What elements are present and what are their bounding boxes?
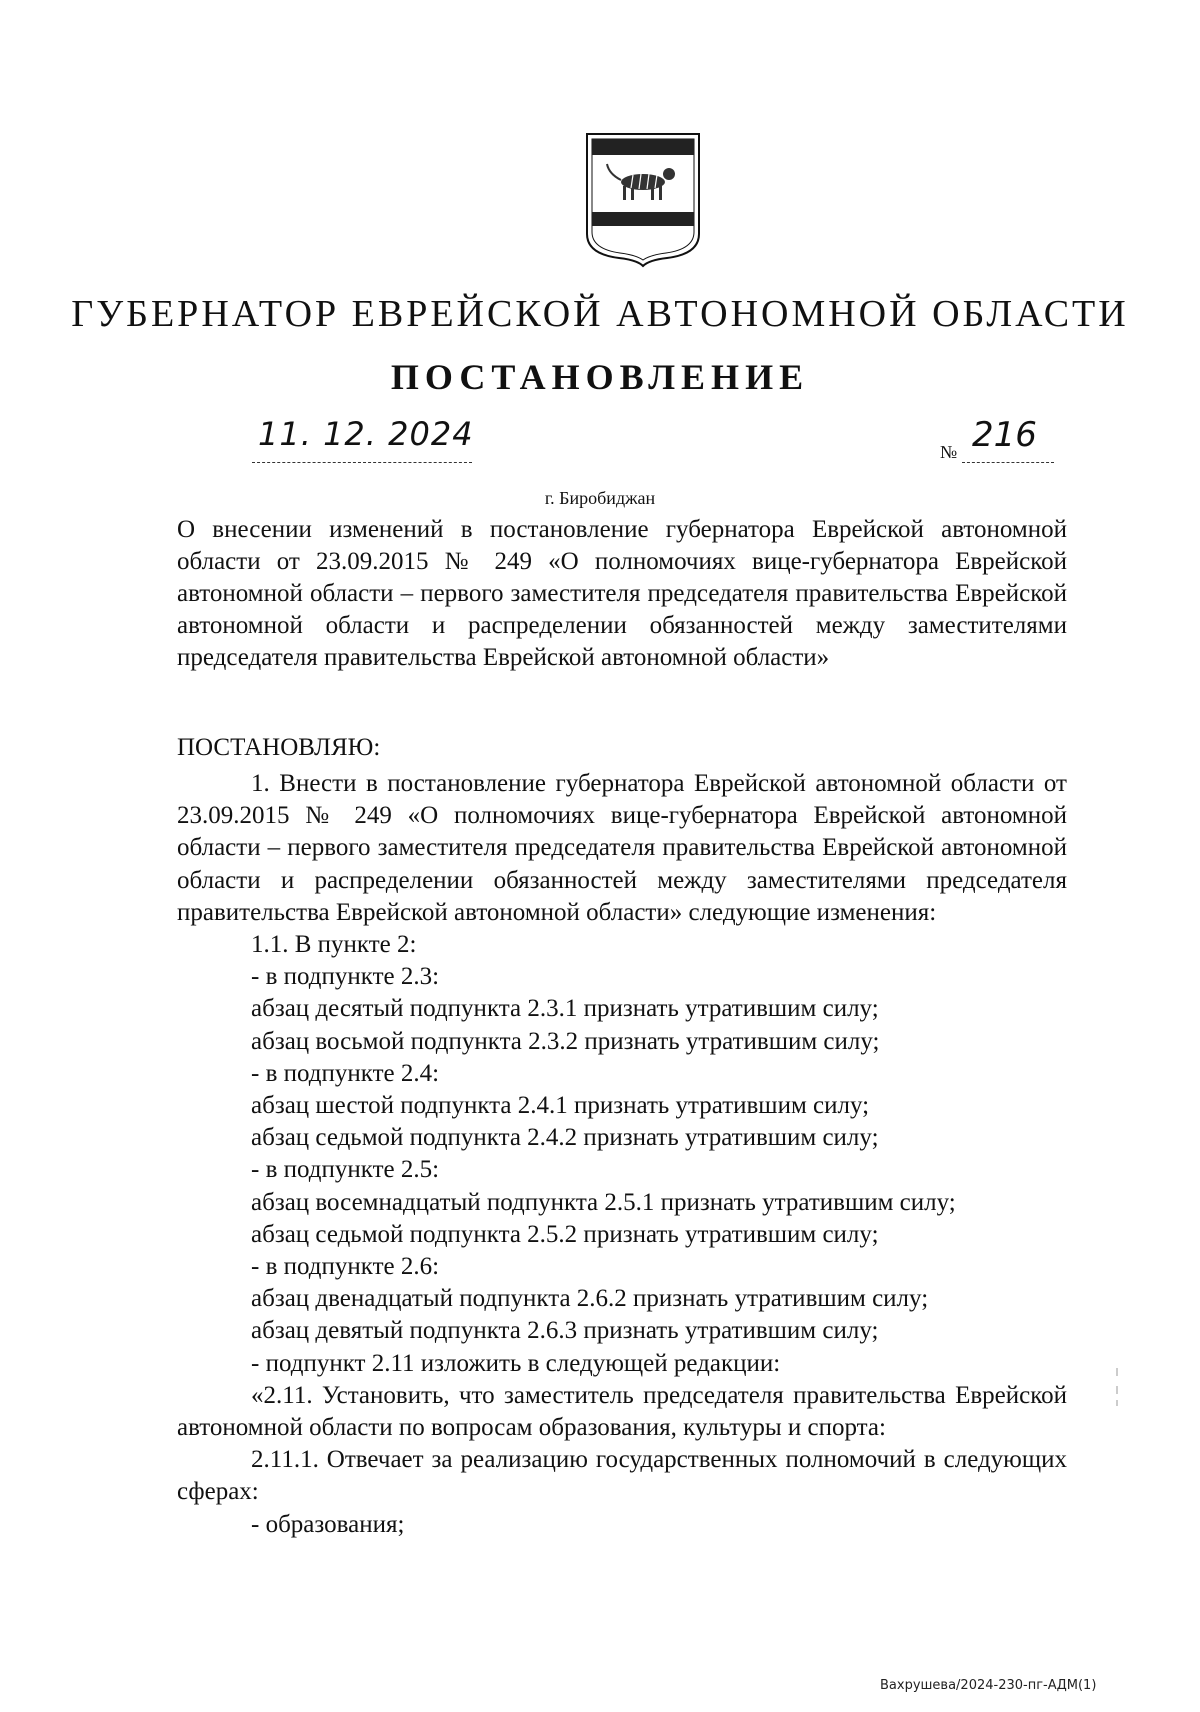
decree-word: ПОСТАНОВЛЯЮ: <box>177 734 381 761</box>
coat-of-arms-emblem <box>583 130 703 268</box>
list-item: абзац девятый подпункта 2.6.3 признать утратившим силу; <box>251 1317 879 1345</box>
document-subject <box>177 514 1067 674</box>
list-item: - в подпункте 2.6: <box>251 1253 440 1281</box>
list-item: - в подпункте 2.5: <box>251 1156 440 1184</box>
handwritten-date: 11. 12. 2024 <box>258 415 474 453</box>
list-item: абзац двенадцатый подпункта 2.6.2 признать утратившим силу; <box>251 1285 929 1313</box>
list-item: 1.1. В пункте 2: <box>251 931 417 959</box>
number-underline <box>962 462 1054 463</box>
subject-text: О внесении изменений в постановление губернатора Еврейской автономной области от 23.09.2015 № 249 «О полномочиях вице-губернатора Еврейской автономной области – первого заместителя председателя правительства Еврейской автономной области и распределении обязанностей между заместителями председателя правительства Еврейской автономной области» <box>177 516 1067 671</box>
list-item: абзац седьмой подпункта 2.4.2 признать утратившим силу; <box>251 1124 879 1152</box>
document-type: ПОСТАНОВЛЕНИЕ <box>390 357 810 397</box>
scan-margin-mark <box>1116 1368 1118 1408</box>
list-item: абзац седьмой подпункта 2.5.2 признать утратившим силу; <box>251 1220 879 1248</box>
document-footer-code: Вахрушева/2024-230-пг-АДМ(1) <box>880 1678 1097 1693</box>
handwritten-number: 216 <box>972 415 1037 455</box>
clause-2-11-1: 2.11.1. Отвечает за реализацию государственных полномочий в следующих сферах: <box>177 1446 1067 1506</box>
list-item: - подпункт 2.11 изложить в следующей редакции: <box>251 1349 781 1377</box>
list-item: абзац восьмой подпункта 2.3.2 признать утратившим силу; <box>251 1027 880 1055</box>
document-body <box>177 768 1067 1541</box>
clause-2-11: «2.11. Установить, что заместитель председателя правительства Еврейской автономной области по вопросам образования, культуры и спорта: <box>177 1381 1067 1442</box>
paragraph-1: 1. Внести в постановление губернатора Еврейской автономной области от 23.09.2015 № 249 «О полномочиях вице-губернатора Еврейской автономной области – первого заместителя председателя правительства Еврейской автономной области и распределении обязанностей между заместителями председателя правительства Еврейской автономной области» следующие изменения: <box>177 770 1067 926</box>
list-item: абзац десятый подпункта 2.3.1 признать утратившим силу; <box>251 995 879 1023</box>
issuer-title: ГУБЕРНАТОР ЕВРЕЙСКОЙ АВТОНОМНОЙ ОБЛАСТИ <box>71 293 1129 335</box>
number-label: № <box>940 442 958 462</box>
list-item: - в подпункте 2.3: <box>251 963 440 991</box>
list-item: - образования; <box>251 1510 405 1538</box>
city: г. Биробиджан <box>544 488 656 508</box>
list-item: абзац шестой подпункта 2.4.1 признать утратившим силу; <box>251 1092 870 1120</box>
list-item: - в подпункте 2.4: <box>251 1059 440 1087</box>
list-item: абзац восемнадцатый подпункта 2.5.1 признать утратившим силу; <box>251 1188 956 1216</box>
date-underline <box>252 462 472 463</box>
